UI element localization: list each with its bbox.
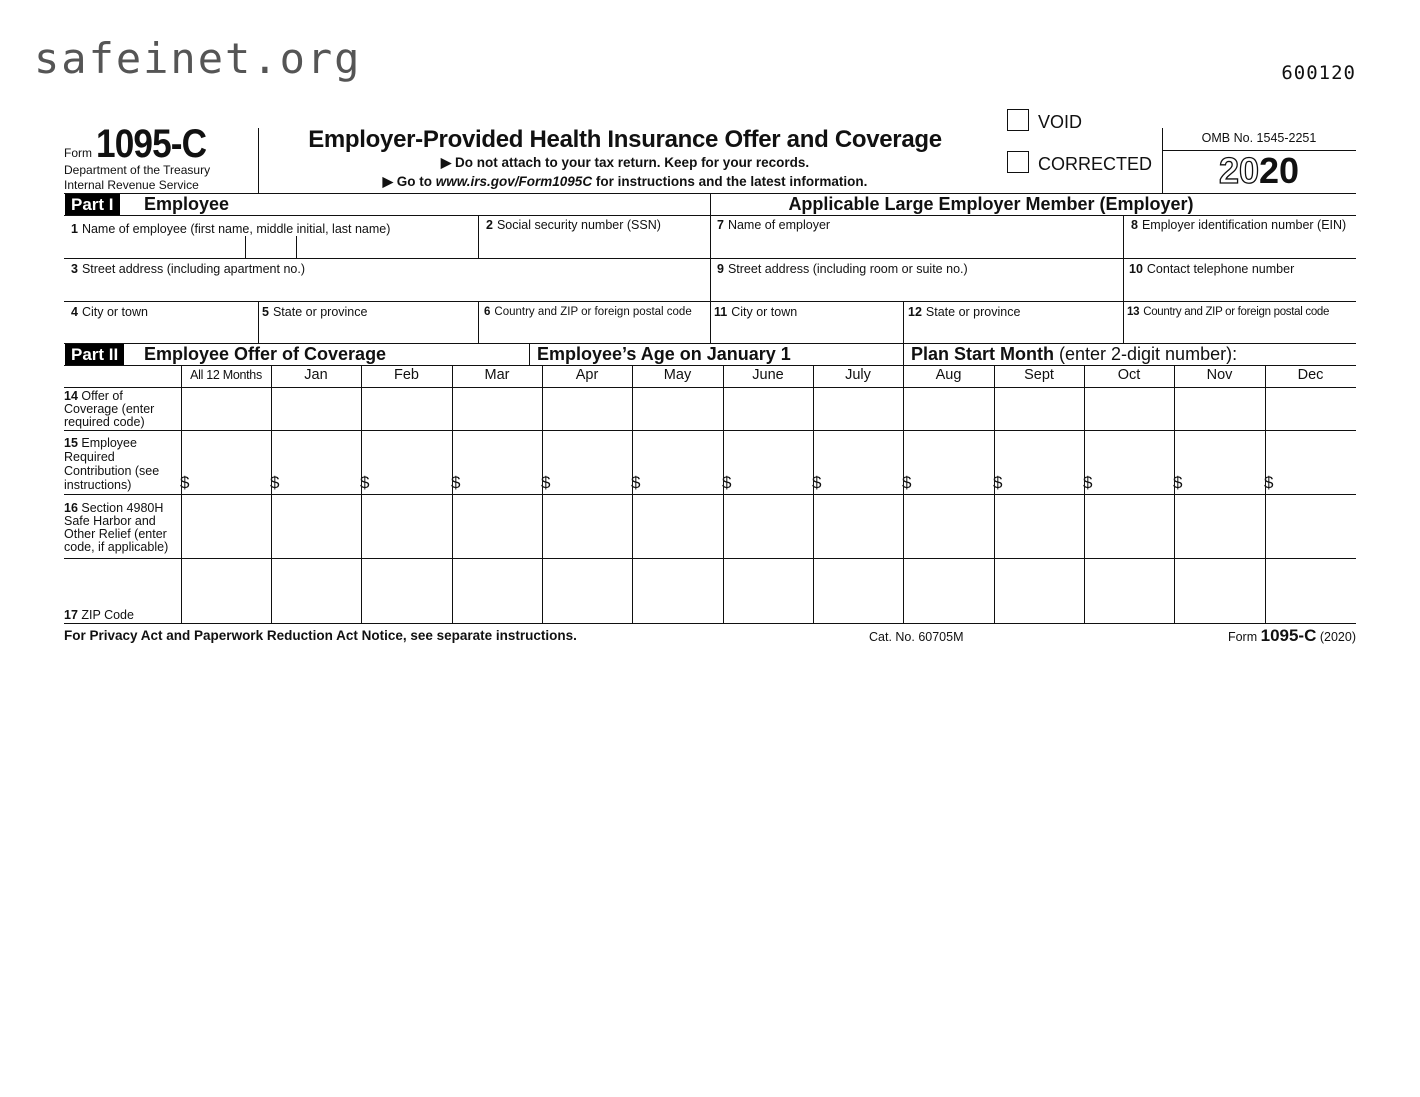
corrected-checkbox[interactable] bbox=[1007, 151, 1029, 173]
row-14-label bbox=[64, 390, 154, 429]
row-16-line3: Other Relief (enter bbox=[64, 527, 167, 541]
row-14-cell-all-12-months[interactable] bbox=[182, 388, 270, 429]
row-17-cell-sept[interactable] bbox=[995, 559, 1083, 622]
field-11-text: City or town bbox=[731, 305, 798, 319]
dollar-sign: $ bbox=[180, 473, 190, 492]
row-16-cell-apr[interactable] bbox=[543, 495, 631, 557]
field-12-text: State or province bbox=[925, 305, 1021, 319]
row-14-cell-nov[interactable] bbox=[1175, 388, 1264, 429]
dollar-sign: $ bbox=[902, 473, 912, 492]
row-17-cell-june[interactable] bbox=[724, 559, 812, 622]
form-code: 600120 bbox=[1281, 62, 1356, 84]
row-17-cell-oct[interactable] bbox=[1085, 559, 1173, 622]
month-header-apr: Apr bbox=[575, 367, 599, 383]
age-title: Employee’s Age on January 1 bbox=[537, 344, 791, 364]
month-header-jan: Jan bbox=[304, 367, 328, 383]
row-17-cell-mar[interactable] bbox=[453, 559, 541, 622]
subtitle-prefix: ▶ Go to bbox=[382, 174, 436, 189]
row-16-cell-aug[interactable] bbox=[904, 495, 993, 557]
row-15-cell-mar[interactable] bbox=[453, 431, 541, 493]
dollar-sign: $ bbox=[1173, 473, 1183, 492]
month-header-july: July bbox=[845, 367, 871, 383]
footer-form-number: 1095-C bbox=[1260, 626, 1317, 645]
dollar-sign: $ bbox=[1264, 473, 1274, 492]
field-3-text: Street address (including apartment no.) bbox=[81, 262, 305, 276]
field-9-label bbox=[717, 262, 968, 276]
month-header-sept: Sept bbox=[1024, 367, 1054, 383]
field-3-num: 3 bbox=[71, 262, 78, 276]
privacy-notice bbox=[64, 628, 577, 643]
row-16-cell-feb[interactable] bbox=[362, 495, 451, 557]
footer-form-word: Form bbox=[1227, 630, 1258, 644]
field-9-text: Street address (including room or suite no.) bbox=[727, 262, 968, 276]
field-10-label bbox=[1129, 262, 1294, 276]
month-header-june: June bbox=[752, 367, 784, 383]
watermark-text: safeinet.org bbox=[34, 34, 362, 83]
part2-title: Employee Offer of Coverage bbox=[144, 344, 387, 364]
row-17-cell-feb[interactable] bbox=[362, 559, 451, 622]
field-1-num: 1 bbox=[71, 222, 78, 236]
employer-section-title: Applicable Large Employer Member (Employer) bbox=[788, 194, 1194, 214]
row-14-cell-dec[interactable] bbox=[1266, 388, 1355, 429]
row-15-line2: Required bbox=[64, 450, 115, 464]
row-15-cell-feb[interactable] bbox=[362, 431, 451, 493]
month-header-may: May bbox=[663, 367, 692, 383]
plan-start-bold: Plan Start Month bbox=[911, 344, 1054, 364]
row-15-cell-jan[interactable] bbox=[272, 431, 360, 493]
field-10-num: 10 bbox=[1129, 262, 1143, 276]
row-15-cell-nov[interactable] bbox=[1175, 431, 1264, 493]
row-16-line4: code, if applicable) bbox=[64, 540, 169, 554]
row-15-line4: instructions) bbox=[64, 478, 132, 492]
privacy-text: For Privacy Act and Paperwork Reduction Act Notice, see separate instructions. bbox=[64, 628, 577, 643]
row-14-line3: required code) bbox=[64, 415, 145, 429]
part2-badge: Part II bbox=[65, 344, 124, 365]
month-header-nov: Nov bbox=[1206, 367, 1233, 383]
field-2-num: 2 bbox=[486, 218, 493, 232]
row-14-cell-june[interactable] bbox=[724, 388, 812, 429]
plan-start-normal: (enter 2-digit number): bbox=[1054, 344, 1238, 364]
row-17-cell-all-12-months[interactable] bbox=[182, 559, 270, 622]
field-4-num: 4 bbox=[71, 305, 78, 319]
row-15-cell-oct[interactable] bbox=[1085, 431, 1173, 493]
row-16-cell-dec[interactable] bbox=[1266, 495, 1355, 557]
form-number: 1095-C bbox=[96, 122, 207, 166]
field-2-label bbox=[486, 218, 661, 232]
subtitle-suffix: for instructions and the latest information. bbox=[592, 174, 868, 189]
field-7-label bbox=[717, 218, 830, 232]
footer-form-id bbox=[1228, 626, 1356, 646]
field-5-text: State or province bbox=[272, 305, 368, 319]
form-word: Form bbox=[64, 146, 92, 160]
field-6-text: Country and ZIP or foreign postal code bbox=[494, 306, 692, 318]
row-16-cell-nov[interactable] bbox=[1175, 495, 1264, 557]
row-14-num: 14 bbox=[64, 389, 78, 403]
field-13-num: 13 bbox=[1127, 306, 1140, 318]
field-2-text: Social security number (SSN) bbox=[496, 218, 661, 232]
row-17-cell-may[interactable] bbox=[633, 559, 722, 622]
row-15-cell-june[interactable] bbox=[724, 431, 812, 493]
department-line-2: Internal Revenue Service bbox=[64, 178, 199, 192]
field-3-label bbox=[71, 262, 305, 276]
year-bold: 20 bbox=[1259, 150, 1300, 191]
row-14-line2: Coverage (enter bbox=[64, 402, 155, 416]
row-15-cell-apr[interactable] bbox=[543, 431, 631, 493]
plan-start-title bbox=[911, 344, 1237, 365]
void-label: VOID bbox=[1038, 112, 1083, 132]
row-16-cell-mar[interactable] bbox=[453, 495, 541, 557]
row-16-cell-july[interactable] bbox=[814, 495, 902, 557]
row-16-cell-all-12-months[interactable] bbox=[182, 495, 270, 557]
row-14-cell-sept[interactable] bbox=[995, 388, 1083, 429]
row-15-line3: Contribution (see bbox=[64, 464, 160, 478]
month-header-all-12-months: All 12 Months bbox=[190, 368, 262, 382]
dollar-sign: $ bbox=[360, 473, 370, 492]
row-15-label bbox=[64, 436, 159, 492]
row-14-cell-may[interactable] bbox=[633, 388, 722, 429]
catalog-number: Cat. No. 60705M bbox=[869, 630, 964, 644]
row-16-cell-may[interactable] bbox=[633, 495, 722, 557]
department-text bbox=[64, 163, 210, 193]
month-header-aug: Aug bbox=[935, 367, 962, 383]
field-12-num: 12 bbox=[908, 305, 922, 319]
row-16-label bbox=[64, 502, 168, 554]
field-4-text: City or town bbox=[81, 305, 148, 319]
field-7-text: Name of employer bbox=[727, 218, 831, 232]
row-17-cell-apr[interactable] bbox=[543, 559, 631, 622]
dollar-sign: $ bbox=[631, 473, 641, 492]
dollar-sign: $ bbox=[993, 473, 1003, 492]
field-8-text: Employer identification number (EIN) bbox=[1141, 218, 1347, 232]
row-16-cell-june[interactable] bbox=[724, 495, 812, 557]
dollar-sign: $ bbox=[722, 473, 732, 492]
row-14-cell-aug[interactable] bbox=[904, 388, 993, 429]
dollar-sign: $ bbox=[451, 473, 461, 492]
month-header-feb: Feb bbox=[394, 367, 419, 383]
month-header-dec: Dec bbox=[1297, 367, 1324, 383]
row-15-cell-may[interactable] bbox=[633, 431, 722, 493]
field-8-label bbox=[1131, 218, 1346, 232]
omb-number: OMB No. 1545-2251 bbox=[1201, 131, 1317, 145]
field-7-num: 7 bbox=[717, 218, 724, 232]
row-16-cell-jan[interactable] bbox=[272, 495, 360, 557]
row-14-cell-oct[interactable] bbox=[1085, 388, 1173, 429]
dollar-sign: $ bbox=[1083, 473, 1093, 492]
row-14-cell-mar[interactable] bbox=[453, 388, 541, 429]
row-17-cell-dec[interactable] bbox=[1266, 559, 1355, 622]
field-5-num: 5 bbox=[262, 305, 269, 319]
irs-link[interactable]: www.irs.gov/Form1095C bbox=[435, 174, 593, 189]
row-15-cell-dec[interactable] bbox=[1266, 431, 1355, 493]
row-15-line1: Employee bbox=[77, 436, 137, 450]
tax-year bbox=[1162, 150, 1356, 192]
dollar-sign: $ bbox=[812, 473, 822, 492]
row-17-label bbox=[64, 609, 134, 622]
department-line-1: Department of the Treasury bbox=[64, 163, 211, 177]
field-6-num: 6 bbox=[484, 306, 491, 318]
year-outline: 20 bbox=[1218, 150, 1259, 191]
field-9-num: 9 bbox=[717, 262, 724, 276]
row-16-line2: Safe Harbor and bbox=[64, 514, 156, 528]
form-subtitle-2 bbox=[258, 174, 992, 190]
month-header-mar: Mar bbox=[484, 367, 510, 383]
row-14-line1: Offer of bbox=[77, 389, 123, 403]
row-16-cell-sept[interactable] bbox=[995, 495, 1083, 557]
row-14-cell-jan[interactable] bbox=[272, 388, 360, 429]
part1-badge: Part I bbox=[65, 194, 120, 215]
field-5-label bbox=[262, 305, 367, 319]
row-16-line1: Section 4980H bbox=[77, 501, 164, 515]
field-13-text: Country and ZIP or foreign postal code bbox=[1143, 306, 1330, 318]
row-16-cell-oct[interactable] bbox=[1085, 495, 1173, 557]
row-14-cell-apr[interactable] bbox=[543, 388, 631, 429]
row-15-num: 15 bbox=[64, 436, 78, 450]
row-14-cell-feb[interactable] bbox=[362, 388, 451, 429]
month-header-oct: Oct bbox=[1117, 367, 1141, 383]
row-14-cell-july[interactable] bbox=[814, 388, 902, 429]
void-checkbox[interactable] bbox=[1007, 109, 1029, 131]
field-8-num: 8 bbox=[1131, 218, 1138, 232]
corrected-label: CORRECTED bbox=[1038, 154, 1153, 174]
field-4-label bbox=[71, 305, 148, 319]
field-1-label bbox=[71, 222, 390, 236]
row-17-cell-july[interactable] bbox=[814, 559, 902, 622]
row-15-cell-aug[interactable] bbox=[904, 431, 993, 493]
footer-form-year: (2020) bbox=[1319, 630, 1356, 644]
row-16-num: 16 bbox=[64, 501, 78, 515]
row-17-cell-jan[interactable] bbox=[272, 559, 360, 622]
row-17-line1: ZIP Code bbox=[77, 608, 134, 622]
field-1-text: Name of employee (first name, middle initial, last name) bbox=[81, 222, 391, 236]
row-17-cell-aug[interactable] bbox=[904, 559, 993, 622]
field-13-label bbox=[1127, 305, 1329, 319]
field-11-label bbox=[714, 305, 797, 319]
part1-title: Employee bbox=[144, 194, 230, 214]
form-subtitle-1: ▶ Do not attach to your tax return. Keep for your records. bbox=[440, 155, 810, 170]
field-12-label bbox=[908, 305, 1020, 319]
field-10-text: Contact telephone number bbox=[1146, 262, 1295, 276]
row-17-cell-nov[interactable] bbox=[1175, 559, 1264, 622]
row-15-cell-sept[interactable] bbox=[995, 431, 1083, 493]
field-11-num: 11 bbox=[714, 305, 728, 319]
row-17-num: 17 bbox=[64, 608, 78, 622]
field-6-label bbox=[484, 305, 692, 319]
dollar-sign: $ bbox=[541, 473, 551, 492]
row-15-cell-july[interactable] bbox=[814, 431, 902, 493]
form-title: Employer-Provided Health Insurance Offer and Coverage bbox=[308, 126, 942, 153]
dollar-sign: $ bbox=[270, 473, 280, 492]
row-15-cell-all-12-months[interactable] bbox=[182, 431, 270, 493]
